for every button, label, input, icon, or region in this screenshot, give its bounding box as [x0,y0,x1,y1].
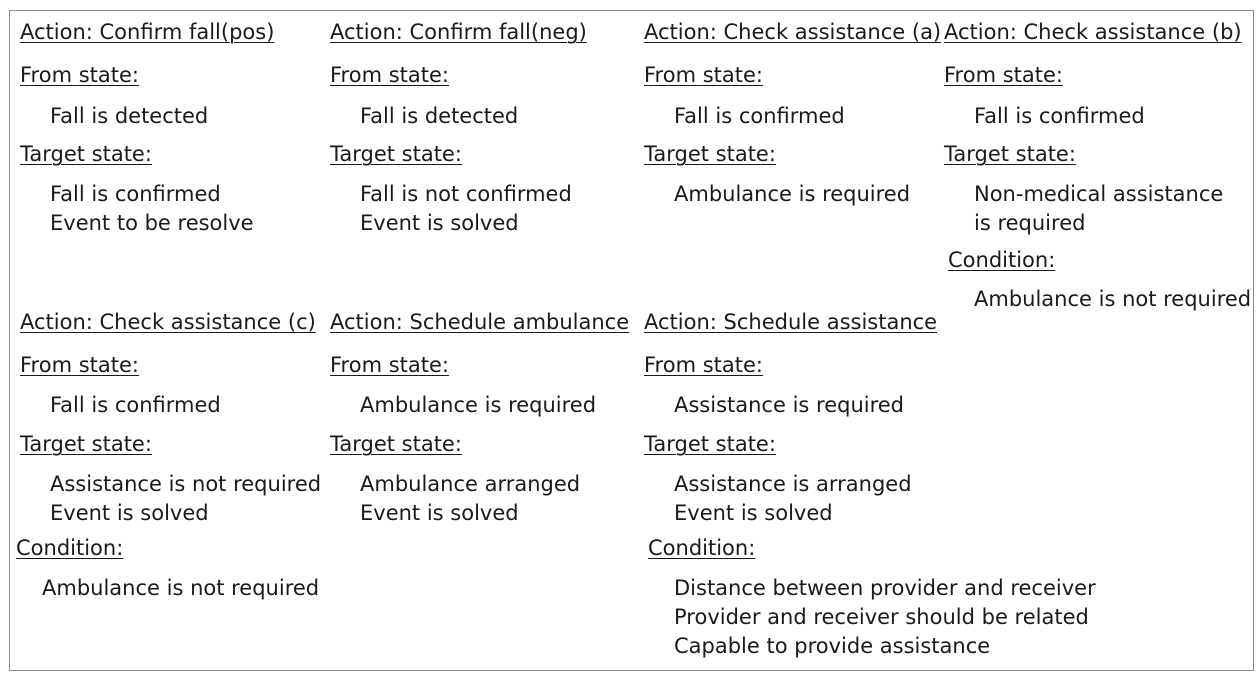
target-state-value: Fall is confirmed [50,182,221,206]
target-state-label: Target state: [330,142,462,166]
action-title: Action: Confirm fall(neg) [330,20,587,44]
from-state-label: From state: [330,63,449,87]
from-state-label: From state: [644,63,763,87]
from-state-value: Fall is confirmed [674,104,845,128]
target-state-label: Target state: [644,432,776,456]
target-state-label: Target state: [20,142,152,166]
condition-label: Condition: [948,248,1056,272]
from-state-label: From state: [644,353,763,377]
from-state-value: Fall is detected [360,104,519,128]
from-state-label: From state: [944,63,1063,87]
target-state-value: Assistance is arranged [674,472,912,496]
target-state-value: Event is solved [50,501,209,525]
target-state-value: Ambulance arranged [360,472,581,496]
action-title: Action: Schedule ambulance [330,310,630,334]
target-state-label: Target state: [644,142,776,166]
action-title: Action: Check assistance (a) [644,20,942,44]
target-state-label: Target state: [330,432,462,456]
from-state-label: From state: [330,353,449,377]
from-state-label: From state: [20,63,139,87]
target-state-value: Event to be resolve [50,211,254,235]
from-state-value: Fall is confirmed [50,393,221,417]
from-state-value: Assistance is required [674,393,905,417]
target-state-value: Ambulance is required [674,182,911,206]
target-state-value: Fall is not confirmed [360,182,572,206]
from-state-value: Ambulance is required [360,393,597,417]
condition-value: Ambulance is not required [42,576,320,600]
target-state-value: Event is solved [674,501,833,525]
condition-value: Distance between provider and receiver [674,576,1096,600]
condition-label: Condition: [16,536,124,560]
from-state-label: From state: [20,353,139,377]
action-title: Action: Schedule assistance [644,310,938,334]
target-state-value: Event is solved [360,501,519,525]
from-state-value: Fall is detected [50,104,209,128]
target-state-value: Assistance is not required [50,472,322,496]
condition-value: Capable to provide assistance [674,634,991,658]
target-state-value: Event is solved [360,211,519,235]
action-title: Action: Check assistance (b) [944,20,1242,44]
condition-label: Condition: [648,536,756,560]
target-state-value: Non-medical assistance [974,182,1224,206]
condition-value: Provider and receiver should be related [674,605,1089,629]
from-state-value: Fall is confirmed [974,104,1145,128]
condition-value: Ambulance is not required [974,287,1252,311]
target-state-value: is required [974,211,1086,235]
action-title: Action: Check assistance (c) [20,310,316,334]
target-state-label: Target state: [20,432,152,456]
target-state-label: Target state: [944,142,1076,166]
action-title: Action: Confirm fall(pos) [20,20,275,44]
